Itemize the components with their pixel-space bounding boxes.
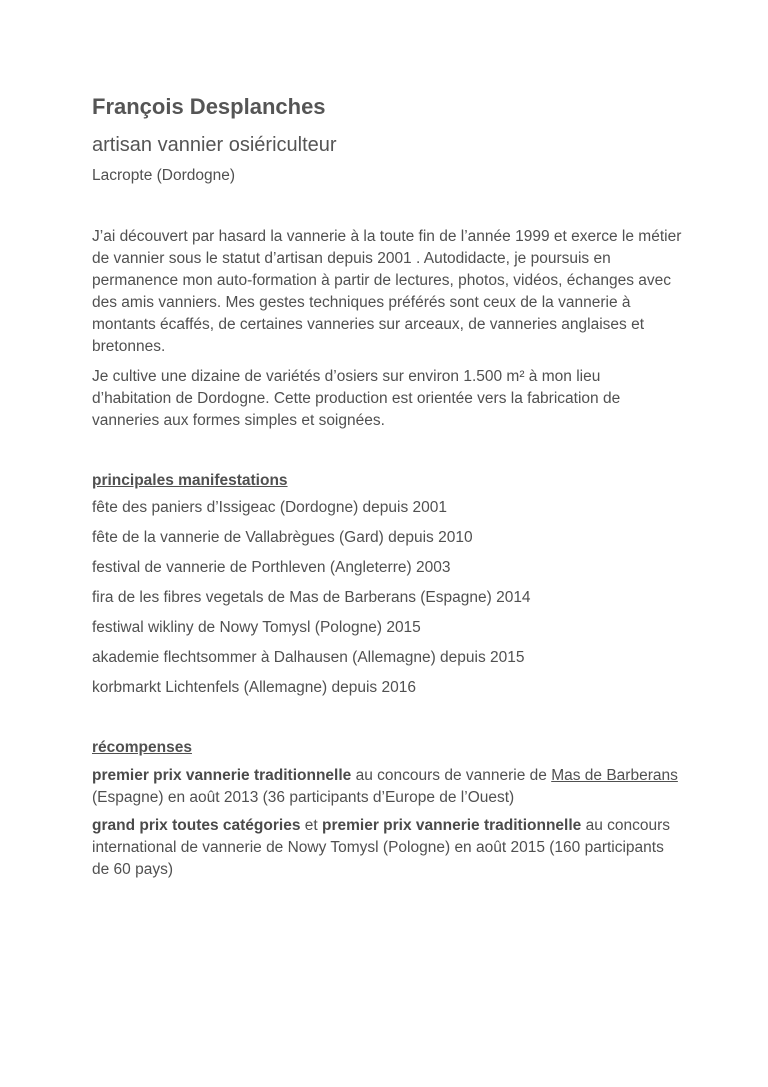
- bio-paragraph-1: J’ai découvert par hasard la vannerie à la toute fin de l’année 1999 et exerce le métier de vannier sous le statut d’artisan depuis 2001 . Autodidacte, je poursuis en permanence mon auto-formation à partir de lectures, photos, vidéos, échanges avec des amis vanniers. Mes gestes techniques préférés sont ceux de la vannerie à montants écaffés, de certaines vanneries sur arceaux, de vanneries anglaises et bretonnes.: [92, 228, 682, 355]
- bio-paragraph-2: Je cultive une dizaine de variétés d’osiers sur environ 1.500 m² à mon lieu d’habitation de Dordogne. Cette production est orientée vers la fabrication de vanneries aux formes simples et soignées.: [92, 368, 621, 429]
- award-1-title: premier prix vannerie traditionnelle: [92, 767, 352, 784]
- author-subtitle: artisan vannier osiériculteur: [92, 134, 337, 156]
- event-item: fira de les fibres vegetals de Mas de Barberans (Espagne) 2014: [92, 589, 531, 606]
- award-2-title-1: grand prix toutes catégories: [92, 817, 301, 834]
- events-list: [92, 497, 682, 699]
- award-1-text-b: (Espagne) en août 2013 (36 participants d’Europe de l’Ouest): [92, 789, 515, 806]
- award-item-1: [92, 765, 682, 809]
- biography: [92, 226, 682, 432]
- mas-de-barberans-link[interactable]: Mas de Barberans: [551, 767, 678, 784]
- award-2-text: au concours international de vannerie de Nowy Tomysl (Pologne) en août 2015 (160 participants de 60 pays): [92, 817, 671, 878]
- events-title: principales manifestations: [92, 472, 288, 489]
- awards-title: récompenses: [92, 739, 192, 756]
- award-item-2: [92, 815, 682, 881]
- event-item: korbmarkt Lichtenfels (Allemagne) depuis 2016: [92, 679, 416, 696]
- event-item: fête des paniers d’Issigeac (Dordogne) depuis 2001: [92, 499, 448, 516]
- events-section: [92, 470, 682, 699]
- event-item: festival de vannerie de Porthleven (Angleterre) 2003: [92, 559, 451, 576]
- award-1-text-a: au concours de vannerie de: [351, 767, 552, 784]
- award-2-title-2: premier prix vannerie traditionnelle: [322, 817, 582, 834]
- event-item: fête de la vannerie de Vallabrègues (Gard) depuis 2010: [92, 529, 473, 546]
- event-item: akademie flechtsommer à Dalhausen (Allemagne) depuis 2015: [92, 649, 525, 666]
- award-2-connector: et: [300, 817, 322, 834]
- document-page: [92, 92, 682, 881]
- author-name: François Desplanches: [92, 94, 326, 119]
- awards-section: [92, 737, 682, 881]
- author-location: Lacropte (Dordogne): [92, 167, 236, 184]
- event-item: festiwal wikliny de Nowy Tomysl (Pologne) 2015: [92, 619, 421, 636]
